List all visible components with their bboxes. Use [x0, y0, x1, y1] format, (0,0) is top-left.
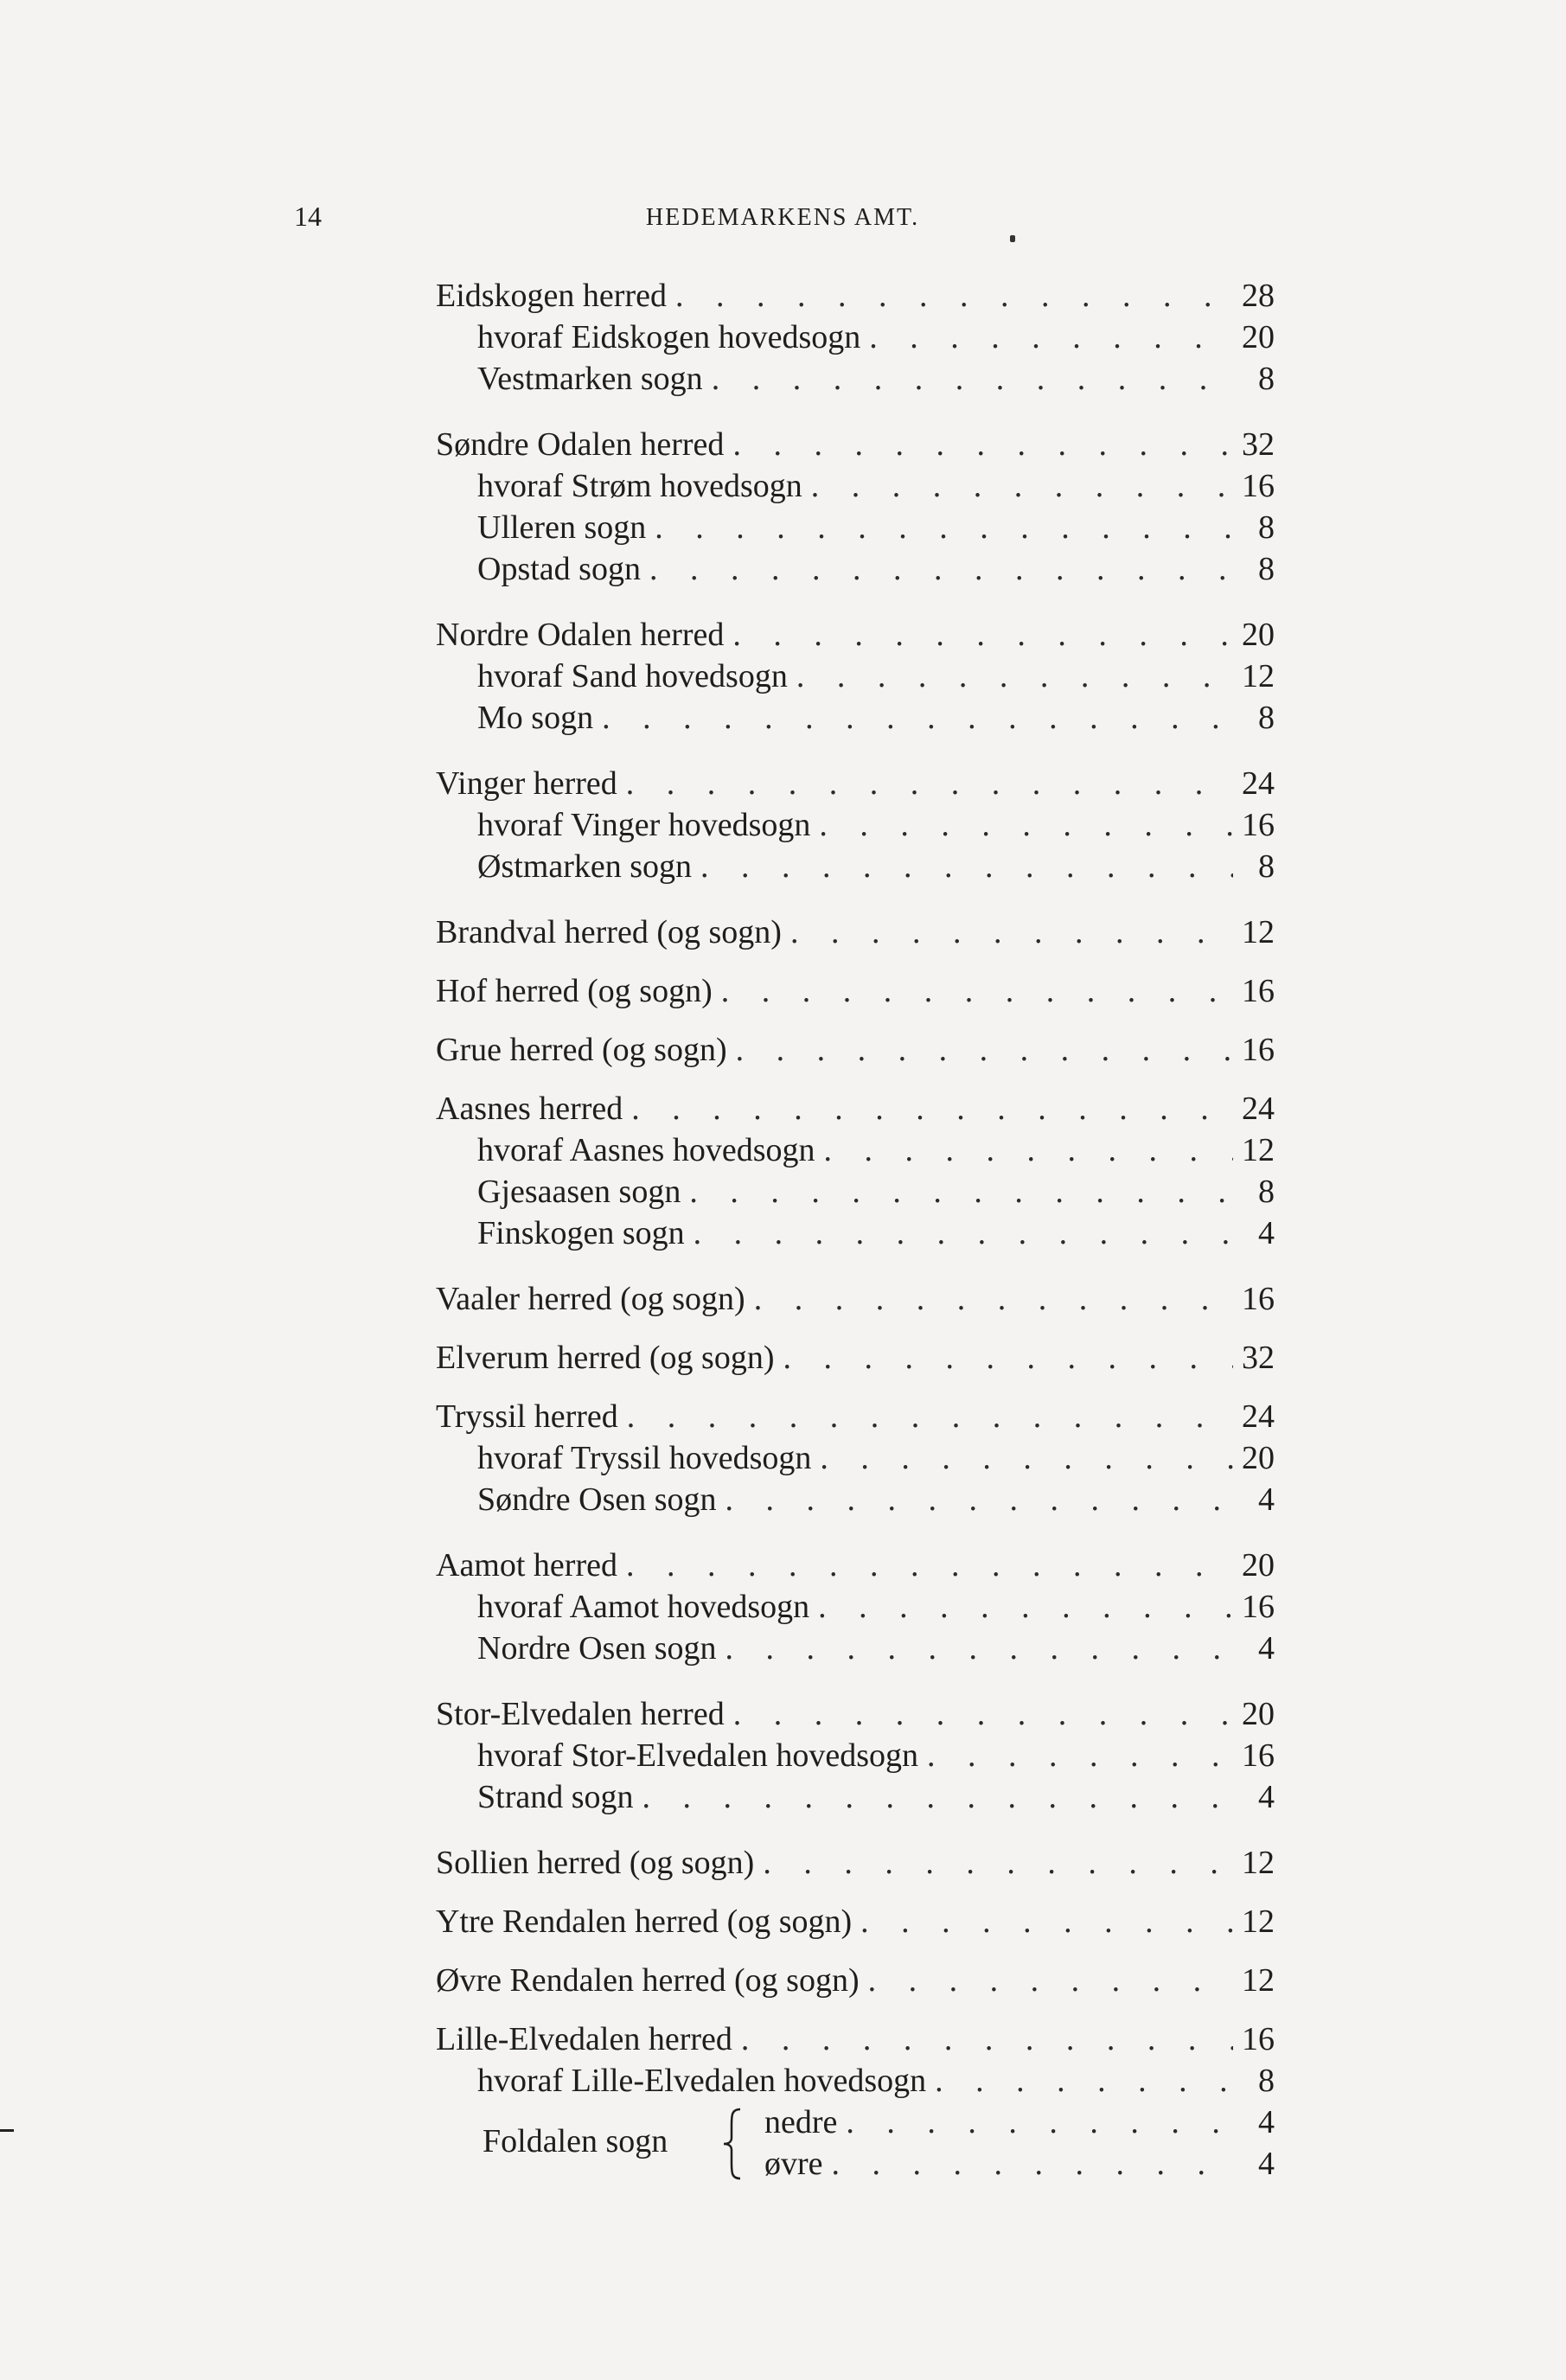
entry-label: hvoraf Strøm hovedsogn — [477, 468, 802, 504]
district-group — [436, 1278, 1275, 1320]
entry-value: 24 — [1242, 1091, 1275, 1127]
parish-row — [436, 317, 1275, 358]
entry-label: Lille-Elvedalen herred — [436, 2021, 732, 2057]
dot-leader — [725, 1693, 1233, 1735]
entry-label: hvoraf Vinger hovedsogn — [477, 807, 811, 843]
parish-row — [436, 697, 1275, 739]
entry-label: Grue herred (og sogn) — [436, 1032, 727, 1068]
entry-label: Øvre Rendalen herred (og sogn) — [436, 1962, 860, 1999]
entry-label: Ulleren sogn — [477, 509, 647, 546]
dot-leader — [641, 548, 1233, 590]
entry-value: 28 — [1242, 278, 1275, 314]
dot-leader — [634, 1776, 1234, 1818]
entry-value: 12 — [1242, 1845, 1275, 1881]
entry-label: hvoraf Stor-Elvedalen hovedsogn — [477, 1737, 918, 1774]
entry-value: 12 — [1242, 658, 1275, 694]
entry-value: 8 — [1258, 700, 1275, 736]
dot-leader — [724, 614, 1233, 656]
parish-row — [436, 1735, 1275, 1776]
dot-leader — [681, 1171, 1233, 1212]
district-group — [436, 1396, 1275, 1520]
ink-mark — [1010, 235, 1015, 242]
dot-leader — [811, 1437, 1233, 1479]
parish-row — [436, 1437, 1275, 1479]
parish-row — [436, 1586, 1275, 1628]
dot-leader — [713, 970, 1233, 1012]
entry-label: Sollien herred (og sogn) — [436, 1845, 755, 1881]
entry-value: 24 — [1242, 1398, 1275, 1435]
entry-value: 16 — [1242, 807, 1275, 843]
entry-label: Nordre Odalen herred — [436, 617, 725, 653]
district-group — [436, 970, 1275, 1012]
district-row — [436, 970, 1275, 1012]
entry-value: 16 — [1242, 1032, 1275, 1068]
entry-value: 4 — [1258, 2104, 1275, 2140]
sub-parish-row — [764, 2143, 1275, 2185]
dot-leader — [852, 1901, 1233, 1942]
entry-label: Finskogen sogn — [477, 1215, 685, 1251]
entry-value: 16 — [1242, 1589, 1275, 1625]
entry-value: 4 — [1258, 2146, 1275, 2182]
dot-leader — [823, 2143, 1233, 2185]
entry-value: 16 — [1242, 2021, 1275, 2057]
dot-leader — [732, 2019, 1233, 2060]
district-group — [436, 424, 1275, 590]
dot-leader — [593, 697, 1233, 739]
district-row — [436, 1842, 1275, 1884]
district-group — [436, 1088, 1275, 1254]
parish-row — [436, 1479, 1275, 1520]
district-row — [436, 1693, 1275, 1735]
dot-leader — [618, 1396, 1233, 1437]
entry-value: 16 — [1242, 1281, 1275, 1317]
dot-leader — [717, 1479, 1233, 1520]
entry-value: 12 — [1242, 914, 1275, 950]
parish-row — [436, 548, 1275, 590]
district-group — [436, 1842, 1275, 1884]
dot-leader — [788, 656, 1233, 697]
parish-row — [436, 1776, 1275, 1818]
district-group — [436, 1901, 1275, 1942]
parish-row — [436, 507, 1275, 548]
dot-leader — [717, 1628, 1233, 1669]
margin-mark — [0, 2129, 14, 2132]
district-row — [436, 1029, 1275, 1071]
entry-label: Hof herred (og sogn) — [436, 973, 713, 1009]
entry-label: Tryssil herred — [436, 1398, 618, 1435]
bracket-label: Foldalen sogn — [483, 2123, 668, 2159]
district-row — [436, 763, 1275, 804]
dot-leader — [815, 1129, 1233, 1171]
parish-row — [436, 1628, 1275, 1669]
district-group — [436, 912, 1275, 953]
district-row — [436, 1901, 1275, 1942]
entry-label: Stor-Elvedalen herred — [436, 1696, 725, 1732]
dot-leader — [860, 317, 1233, 358]
dot-leader — [646, 507, 1233, 548]
dot-leader — [802, 465, 1233, 507]
dot-leader — [810, 804, 1233, 846]
district-group — [436, 275, 1275, 400]
entry-value: 8 — [1258, 361, 1275, 397]
parish-row — [436, 1129, 1275, 1171]
district-row — [436, 1396, 1275, 1437]
entry-label: øvre — [764, 2146, 823, 2182]
district-row — [436, 1545, 1275, 1586]
district-row — [436, 912, 1275, 953]
district-group — [436, 2019, 1275, 2185]
entry-label: hvoraf Tryssil hovedsogn — [477, 1440, 812, 1476]
entry-value: 8 — [1258, 1174, 1275, 1210]
bracket-block — [436, 2102, 1275, 2185]
dot-leader — [918, 1735, 1233, 1776]
district-row — [436, 275, 1275, 317]
entry-label: hvoraf Aamot hovedsogn — [477, 1589, 810, 1625]
entry-label: Gjesaasen sogn — [477, 1174, 681, 1210]
entry-value: 32 — [1242, 1340, 1275, 1376]
entry-value: 4 — [1258, 1779, 1275, 1815]
entry-label: Mo sogn — [477, 700, 594, 736]
dot-leader — [617, 763, 1233, 804]
district-row — [436, 1960, 1275, 2001]
entry-label: Nordre Osen sogn — [477, 1630, 717, 1667]
parish-row — [436, 656, 1275, 697]
entry-value: 20 — [1242, 319, 1275, 355]
page-title: HEDEMARKENS AMT. — [645, 204, 920, 231]
page-number: 14 — [294, 201, 322, 232]
entry-value: 16 — [1242, 973, 1275, 1009]
entry-label: Vestmarken sogn — [477, 361, 703, 397]
parish-row — [436, 358, 1275, 400]
entry-value: 20 — [1242, 1696, 1275, 1732]
entry-label: Østmarken sogn — [477, 848, 693, 885]
entry-value: 16 — [1242, 1737, 1275, 1774]
entry-label: Strand sogn — [477, 1779, 634, 1815]
entry-label: Søndre Odalen herred — [436, 426, 725, 463]
entry-value: 4 — [1258, 1481, 1275, 1518]
entry-label: Eidskogen herred — [436, 278, 667, 314]
district-row — [436, 1088, 1275, 1129]
parish-row — [436, 2060, 1275, 2102]
entry-label: Aasnes herred — [436, 1091, 623, 1127]
curly-brace-icon — [719, 2107, 745, 2181]
dot-leader — [623, 1088, 1233, 1129]
dot-leader — [685, 1212, 1233, 1254]
district-group — [436, 1029, 1275, 1071]
entry-label: Vaaler herred (og sogn) — [436, 1281, 745, 1317]
sub-parish-row — [764, 2102, 1275, 2143]
entry-value: 8 — [1258, 2063, 1275, 2099]
entry-label: hvoraf Eidskogen hovedsogn — [477, 319, 861, 355]
district-row — [436, 1278, 1275, 1320]
district-group — [436, 1337, 1275, 1379]
parish-row — [436, 846, 1275, 887]
parish-row — [436, 1212, 1275, 1254]
entry-label: Opstad sogn — [477, 551, 641, 587]
dot-leader — [926, 2060, 1233, 2102]
parish-row — [436, 1171, 1275, 1212]
entry-label: nedre — [764, 2104, 838, 2140]
entry-label: hvoraf Lille-Elvedalen hovedsogn — [477, 2063, 927, 2099]
entry-value: 8 — [1258, 551, 1275, 587]
entry-value: 4 — [1258, 1215, 1275, 1251]
entry-label: Vinger herred — [436, 765, 617, 802]
dot-leader — [837, 2102, 1233, 2143]
dot-leader — [809, 1586, 1233, 1628]
district-row — [436, 424, 1275, 465]
district-group — [436, 763, 1275, 887]
entry-value: 8 — [1258, 848, 1275, 885]
entry-value: 20 — [1242, 617, 1275, 653]
entry-value: 12 — [1242, 1903, 1275, 1940]
entry-label: hvoraf Aasnes hovedsogn — [477, 1132, 815, 1168]
entry-value: 12 — [1242, 1962, 1275, 1999]
entry-value: 16 — [1242, 468, 1275, 504]
entry-value: 32 — [1242, 426, 1275, 463]
entry-label: Brandval herred (og sogn) — [436, 914, 782, 950]
district-row — [436, 2019, 1275, 2060]
entry-label: Ytre Rendalen herred (og sogn) — [436, 1903, 853, 1940]
dot-leader — [692, 846, 1233, 887]
district-row — [436, 1337, 1275, 1379]
parish-row — [436, 465, 1275, 507]
dot-leader — [860, 1960, 1233, 2001]
district-row — [436, 614, 1275, 656]
dot-leader — [703, 358, 1233, 400]
entry-value: 12 — [1242, 1132, 1275, 1168]
dot-leader — [745, 1278, 1233, 1320]
dot-leader — [724, 424, 1233, 465]
dot-leader — [727, 1029, 1233, 1071]
entry-value: 20 — [1242, 1440, 1275, 1476]
dot-leader — [667, 275, 1233, 317]
district-group — [436, 614, 1275, 739]
entry-value: 24 — [1242, 765, 1275, 802]
dot-leader — [754, 1842, 1233, 1884]
dot-leader — [782, 912, 1233, 953]
dot-leader — [775, 1337, 1234, 1379]
entry-value: 8 — [1258, 509, 1275, 546]
entry-label: Søndre Osen sogn — [477, 1481, 717, 1518]
district-group — [436, 1693, 1275, 1818]
entry-label: Aamot herred — [436, 1547, 617, 1583]
entry-value: 20 — [1242, 1547, 1275, 1583]
dot-leader — [617, 1545, 1233, 1586]
district-group — [436, 1545, 1275, 1669]
entry-label: hvoraf Sand hovedsogn — [477, 658, 788, 694]
parish-row — [436, 804, 1275, 846]
entry-label: Elverum herred (og sogn) — [436, 1340, 775, 1376]
page-header — [294, 201, 1271, 235]
district-group — [436, 1960, 1275, 2001]
parish-list — [436, 275, 1275, 2209]
entry-value: 4 — [1258, 1630, 1275, 1667]
